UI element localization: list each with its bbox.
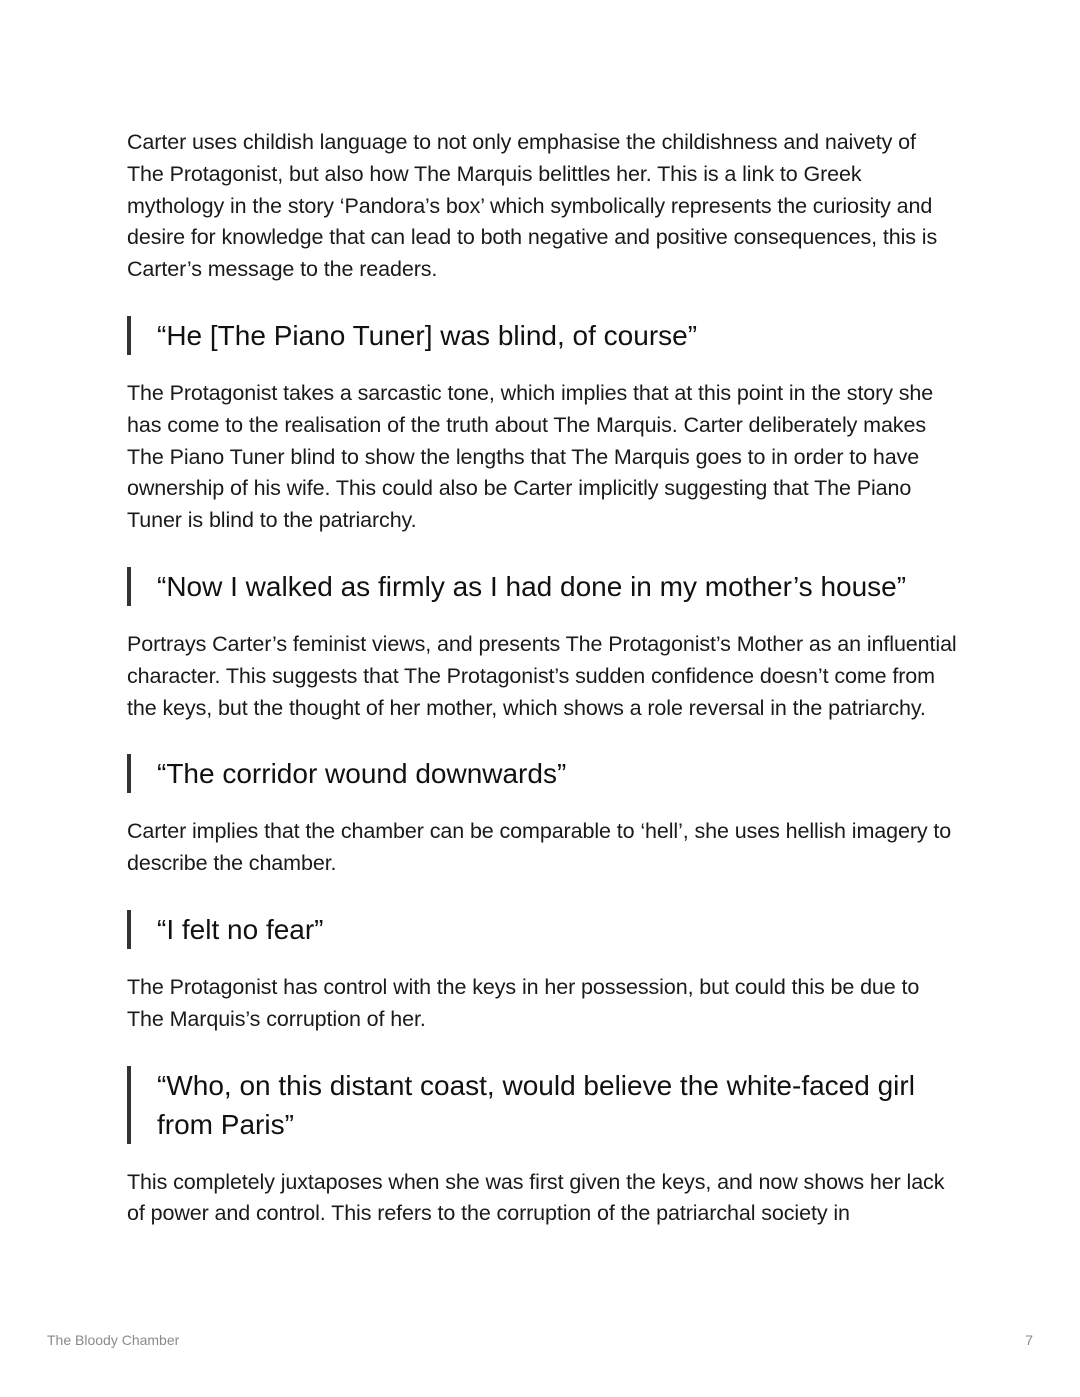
paragraph: This completely juxtaposes when she was first given the keys, and now shows her lack of power and control. This refers to the corruption of the patriarchal society in	[127, 1169, 945, 1226]
blockquote: “The corridor wound downwards”	[127, 754, 957, 793]
document-body	[127, 127, 957, 1230]
paragraph: The Protagonist has control with the keys in her possession, but could this be due to The Marquis’s corruption of her.	[127, 974, 920, 1031]
blockquote: “He [The Piano Tuner] was blind, of course”	[127, 316, 957, 355]
paragraph: Carter uses childish language to not only emphasise the childishness and naivety of The Protagonist, but also how The Marquis belittles her. This is a link to Greek mythology in the story ‘Pandora’s box’ which symbolically represents the curiosity and desire for knowledge that can lead to both negative and positive consequences, this is Carter’s message to the readers.	[127, 130, 938, 282]
paragraph: Portrays Carter’s feminist views, and presents The Protagonist’s Mother as an influential character. This suggests that The Protagonist’s sudden confidence doesn’t come from the keys, but the thought of her mother, which shows a role reversal in the patriarchy.	[127, 631, 957, 720]
paragraph: The Protagonist takes a sarcastic tone, which implies that at this point in the story she has come to the realisation of the truth about The Marquis. Carter deliberately makes The Piano Tuner blind to show the lengths that The Marquis goes to in order to have ownership of his wife. This could also be Carter implicitly suggesting that The Piano Tuner is blind to the patriarchy.	[127, 380, 934, 533]
footer-document-title: The Bloody Chamber	[47, 1332, 180, 1348]
blockquote: “Now I walked as firmly as I had done in my mother’s house”	[127, 567, 957, 606]
blockquote: “Who, on this distant coast, would believe the white-faced girl from Paris”	[127, 1066, 957, 1144]
footer-page-number: 7	[1025, 1332, 1033, 1348]
blockquote: “I felt no fear”	[127, 910, 957, 949]
paragraph: Carter implies that the chamber can be comparable to ‘hell’, she uses hellish imagery to describe the chamber.	[127, 819, 952, 876]
